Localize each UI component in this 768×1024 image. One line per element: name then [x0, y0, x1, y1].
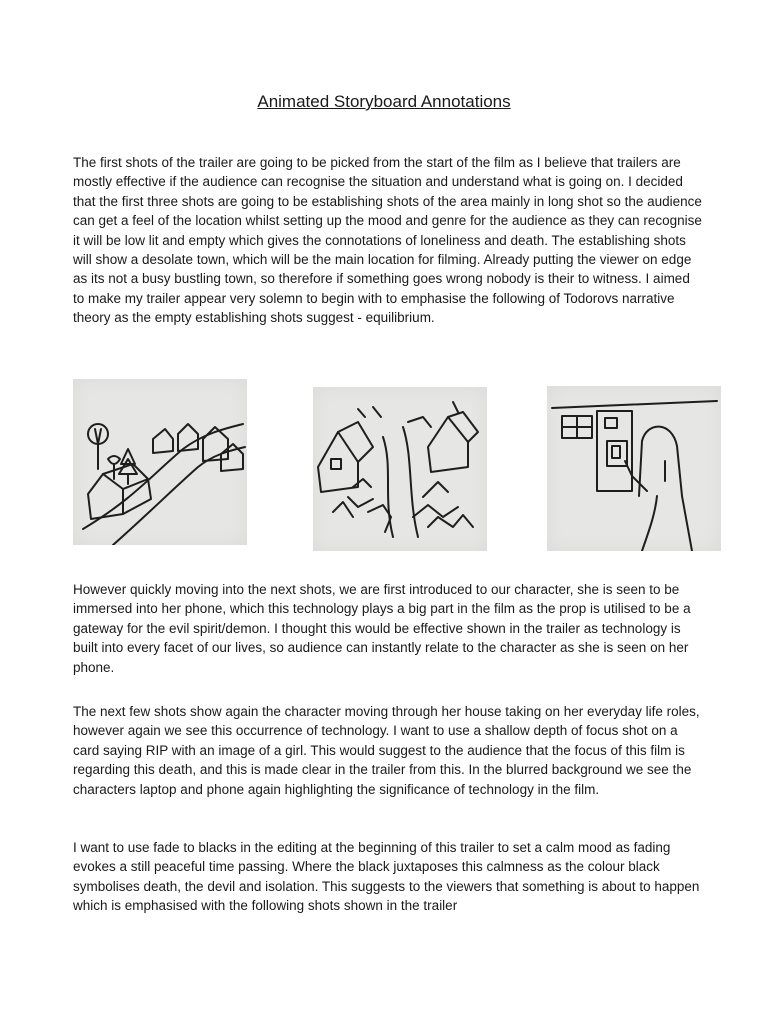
storyboard-sketch-girl-phone — [547, 386, 721, 551]
storyboard-sketch-town-road — [73, 379, 247, 545]
paragraph-fade-to-black: I want to use fade to blacks in the editing at the beginning of this trailer to set a calm mood as fading evokes a still peaceful time passing. Where the black juxtaposes this calmness as the colour black symbolises death, the devil and isolation. This suggests to the viewers that something is about to happen which is emphasised with the following shots shown in the trailer — [73, 840, 700, 914]
storyboard-sketch-houses — [313, 387, 487, 551]
paragraph-house-shots: The next few shots show again the character moving through her house taking on her everyday life roles, however again we see this occurrence of technology. I want to use a shallow depth of focus shot on a card saying RIP with an image of a girl. This would suggest to the audience that the focus of this film is regarding this death, and this is made clear in the trailer from this. In the blurred background we see the characters laptop and phone again highlighting the significance of technology in the film. — [73, 704, 700, 797]
page-title: Animated Storyboard Annotations — [257, 92, 511, 111]
paragraph-character-intro: However quickly moving into the next shots, we are first introduced to our character, she is seen to be immersed into her phone, which this technology plays a big part in the film as the prop is utilised to be a gateway for the evil spirit/demon. I thought this would be effective shown in the trailer as technology is built into every facet of our lives, so audience can instantly relate to the character as she is seen on her phone. — [73, 582, 691, 675]
paragraph-establishing-shots: The first shots of the trailer are going to be picked from the start of the film as I believe that trailers are mostly effective if the audience can recognise the situation and understand what is going on. I decided that the first three shots are going to be establishing shots of the area mainly in long shot so the audience can get a feel of the location whilst setting up the mood and genre for the audience as they can recognise it will be low lit and empty which gives the connotations of loneliness and death. The establishing shots will show a desolate town, which will be the main location for filming. Already putting the viewer on edge as its not a busy bustling town, so therefore if something goes wrong nobody is their to witness. I aimed to make my trailer appear very solemn to begin with to emphasise the following of Todorovs narrative theory as the empty establishing shots suggest - equilibrium. — [73, 155, 702, 326]
